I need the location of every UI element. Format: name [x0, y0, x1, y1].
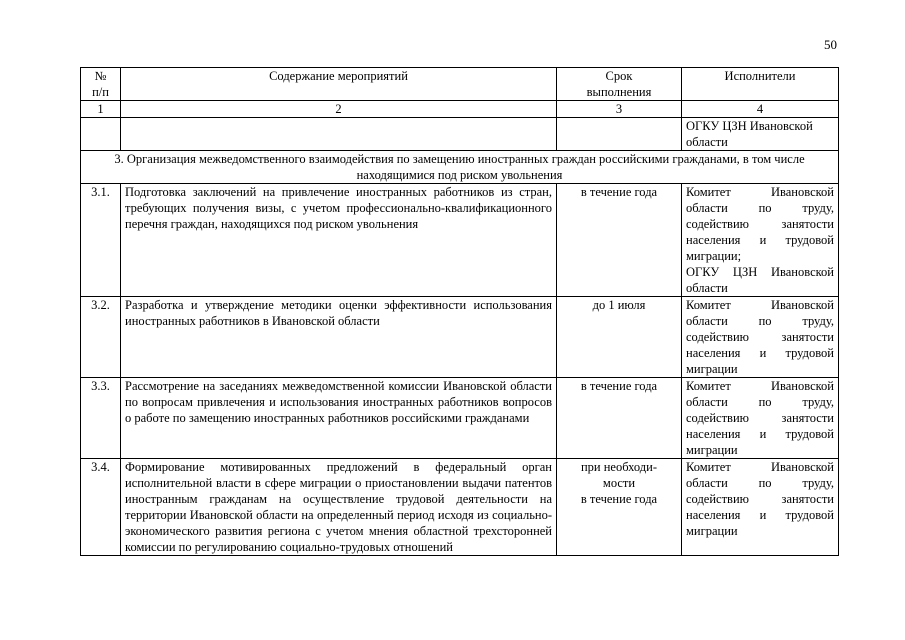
row-term: в течение года	[557, 378, 682, 459]
col-number: 1	[81, 101, 121, 118]
empty-cell	[557, 118, 682, 151]
continuation-row	[81, 118, 839, 151]
row-number: 3.2.	[81, 297, 121, 378]
row-executor: Комитет Ивановской области по труду, содействию занятости населения и трудовой миграции	[682, 297, 839, 378]
row-term: до 1 июля	[557, 297, 682, 378]
row-content: Подготовка заключений на привлечение иностранных работников из стран, требующих получения визы, с учетом профессионально-квалификационного перечня граждан, находящихся под риском увольнения	[121, 184, 557, 297]
table-row	[81, 459, 839, 556]
row-term: в течение года	[557, 184, 682, 297]
row-executor: Комитет Ивановской области по труду, содействию занятости населения и трудовой миграции	[682, 459, 839, 556]
header-executors: Исполнители	[682, 68, 839, 101]
page-number: 50	[824, 37, 837, 52]
row-number: 3.4.	[81, 459, 121, 556]
col-number: 4	[682, 101, 839, 118]
row-content: Формирование мотивированных предложений в федеральный орган исполнительной власти в сфере миграции о приостановлении выдачи патентов иностранным гражданам на осуществление трудовой деятельности на территории Ивановской области на определенный период исходя из социально-экономического развития региона с учетом мнения областной трехсторонней комиссии по регулированию социально-трудовых отношений	[121, 459, 557, 556]
row-content: Рассмотрение на заседаниях межведомственной комиссии Ивановской области по вопросам привлечения и использования иностранных работников вопросов о работе по замещению иностранных работников российскими гражданами	[121, 378, 557, 459]
row-executor: Комитет Ивановской области по труду, содействию занятости населения и трудовой миграции; ОГКУ ЦЗН Ивановской области	[682, 184, 839, 297]
row-number: 3.3.	[81, 378, 121, 459]
column-numbers-row	[81, 101, 839, 118]
continuation-executor: ОГКУ ЦЗН Ивановской области	[682, 118, 839, 151]
row-executor: Комитет Ивановской области по труду, содействию занятости населения и трудовой миграции	[682, 378, 839, 459]
header-term: Срок выполнения	[557, 68, 682, 101]
section-title: 3. Организация межведомственного взаимодействия по замещению иностранных граждан российскими гражданами, в том числе находящимися под риском увольнения	[81, 151, 839, 184]
section-header-row	[81, 151, 839, 184]
table-row	[81, 378, 839, 459]
col-number: 2	[121, 101, 557, 118]
header-num: № п/п	[81, 68, 121, 101]
empty-cell	[81, 118, 121, 151]
table-row	[81, 184, 839, 297]
empty-cell	[121, 118, 557, 151]
row-content: Разработка и утверждение методики оценки эффективности использования иностранных работников в Ивановской области	[121, 297, 557, 378]
table-row	[81, 297, 839, 378]
measures-table	[80, 67, 839, 556]
col-number: 3	[557, 101, 682, 118]
row-term: при необходи- мости в течение года	[557, 459, 682, 556]
table-header-row	[81, 68, 839, 101]
header-content: Содержание мероприятий	[121, 68, 557, 101]
row-number: 3.1.	[81, 184, 121, 297]
